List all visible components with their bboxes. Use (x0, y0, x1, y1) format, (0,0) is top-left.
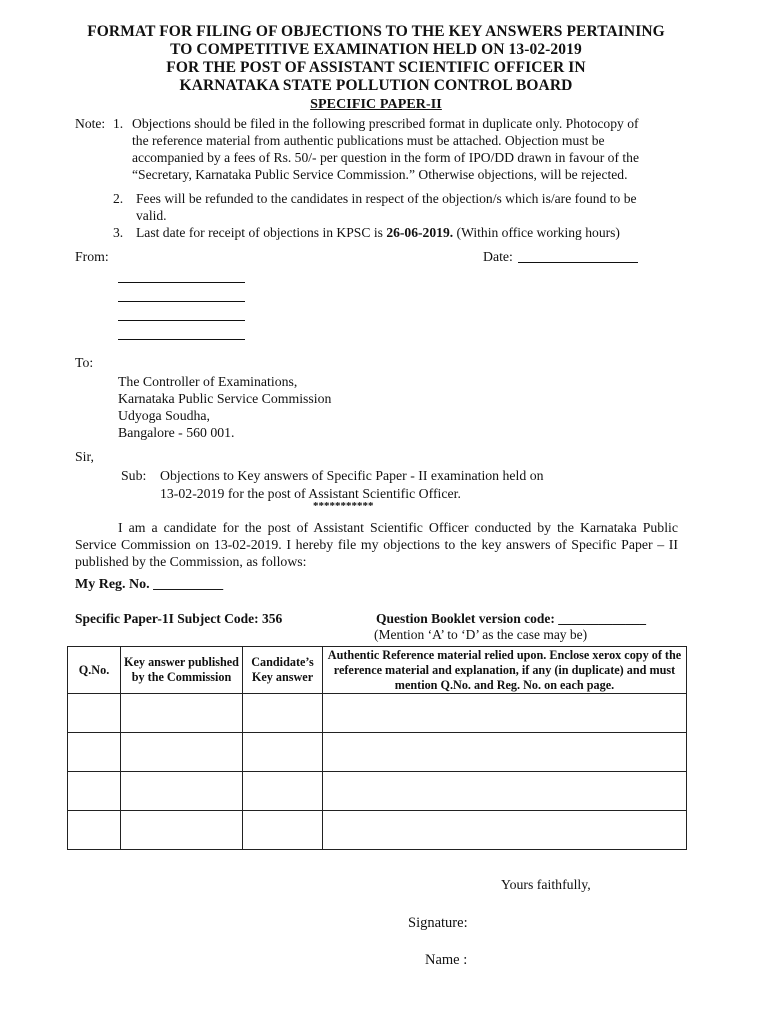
note-3-suffix: (Within office working hours) (453, 225, 620, 240)
note-3-prefix: Last date for receipt of objections in KPSC is (136, 225, 387, 240)
title-line-1: FORMAT FOR FILING OF OBJECTIONS TO THE KEY ANSWERS PERTAINING (87, 23, 665, 40)
header-candidate-answer: Candidate’s Key answer (243, 647, 323, 694)
to-label: To: (75, 355, 94, 370)
cell-key-answer[interactable] (121, 772, 243, 811)
note-label: Note: (75, 116, 106, 131)
cell-key-answer[interactable] (121, 733, 243, 772)
note-1-line-2: the reference material from authentic publications must be attached. Objection must be (132, 133, 605, 148)
note-1-line-1: Objections should be filed in the following prescribed format in duplicate only. Photocopy of (132, 116, 639, 131)
cell-candidate-answer[interactable] (243, 733, 323, 772)
name-label: Name : (425, 952, 468, 968)
note-2-number: 2. (113, 191, 124, 206)
note-1-line-3: accompanied by a fees of Rs. 50/- per question in the form of IPO/DD drawn in favour of the (132, 150, 639, 165)
stars-divider: *********** (313, 500, 374, 512)
address-line-1: The Controller of Examinations, (118, 374, 298, 389)
cell-reference[interactable] (323, 733, 687, 772)
from-address-line-3[interactable] (118, 320, 245, 321)
header-qno: Q.No. (68, 647, 121, 694)
cell-qno[interactable] (68, 772, 121, 811)
note-1-line-4: “Secretary, Karnataka Public Service Commission.” Otherwise objections, will be rejected. (132, 167, 628, 182)
address-line-3: Udyoga Soudha, (118, 408, 210, 423)
salutation: Sir, (75, 449, 94, 464)
date-field[interactable] (518, 262, 638, 263)
cell-qno[interactable] (68, 694, 121, 733)
table-row (68, 733, 687, 772)
subject-code: Specific Paper-1I Subject Code: 356 (75, 611, 283, 626)
address-line-2: Karnataka Public Service Commission (118, 391, 332, 406)
reg-no (75, 576, 223, 593)
subject-label: Sub: (121, 468, 147, 483)
body-paragraph: I am a candidate for the post of Assistant Scientific Officer conducted by the Karnataka Public Service Commission on 13-02-2019. I hereby file my objections to the key answers of Specific Paper – II published by the Commission, as follows: (75, 520, 678, 569)
reg-no-field[interactable]: __________ (153, 577, 224, 592)
header-reference: Authentic Reference material relied upon. Enclose xerox copy of the reference material and explanation, if any (in duplicate) and must mention Q.No. and Reg. No. on each page. (323, 647, 687, 694)
subject-line-2: 13-02-2019 for the post of Assistant Scientific Officer. (160, 486, 461, 501)
from-address-line-1[interactable] (118, 282, 245, 283)
note-1-number: 1. (113, 116, 124, 131)
note-3-text (136, 224, 620, 241)
cell-candidate-answer[interactable] (243, 694, 323, 733)
subject-line-1: Objections to Key answers of Specific Paper - II examination held on (160, 468, 544, 483)
cell-qno[interactable] (68, 811, 121, 850)
address-line-4: Bangalore - 560 001. (118, 425, 235, 440)
signature-label: Signature: (408, 915, 468, 931)
table-row (68, 694, 687, 733)
cell-reference[interactable] (323, 772, 687, 811)
reg-no-label: My Reg. No. (75, 577, 150, 592)
cell-key-answer[interactable] (121, 694, 243, 733)
table-row (68, 772, 687, 811)
from-label: From: (75, 249, 109, 264)
cell-candidate-answer[interactable] (243, 811, 323, 850)
booklet-version (376, 610, 646, 627)
from-address-line-2[interactable] (118, 301, 245, 302)
subtitle: SPECIFIC PAPER-II (310, 97, 442, 112)
cell-reference[interactable] (323, 811, 687, 850)
from-address-line-4[interactable] (118, 339, 245, 340)
last-date: 26-06-2019. (386, 225, 454, 240)
note-2-line-2: valid. (136, 208, 167, 223)
header-key-answer: Key answer published by the Commission (121, 647, 243, 694)
title-line-3: FOR THE POST OF ASSISTANT SCIENTIFIC OFFICER IN (166, 59, 586, 76)
table-row (68, 811, 687, 850)
objections-table (67, 646, 687, 850)
booklet-version-field[interactable]: _____________ (558, 611, 646, 626)
note-2-line-1: Fees will be refunded to the candidates in respect of the objection/s which is/are found to be (136, 191, 637, 206)
title-line-2: TO COMPETITIVE EXAMINATION HELD ON 13-02-2019 (170, 41, 582, 58)
date-label: Date: (483, 249, 513, 264)
note-3-number: 3. (113, 225, 124, 240)
cell-key-answer[interactable] (121, 811, 243, 850)
table-header-row (68, 647, 687, 694)
cell-candidate-answer[interactable] (243, 772, 323, 811)
booklet-version-label: Question Booklet version code: (376, 611, 555, 626)
yours-faithfully: Yours faithfully, (501, 877, 591, 892)
booklet-note: (Mention ‘A’ to ‘D’ as the case may be) (374, 627, 588, 642)
cell-qno[interactable] (68, 733, 121, 772)
cell-reference[interactable] (323, 694, 687, 733)
title-line-4: KARNATAKA STATE POLLUTION CONTROL BOARD (179, 77, 573, 94)
